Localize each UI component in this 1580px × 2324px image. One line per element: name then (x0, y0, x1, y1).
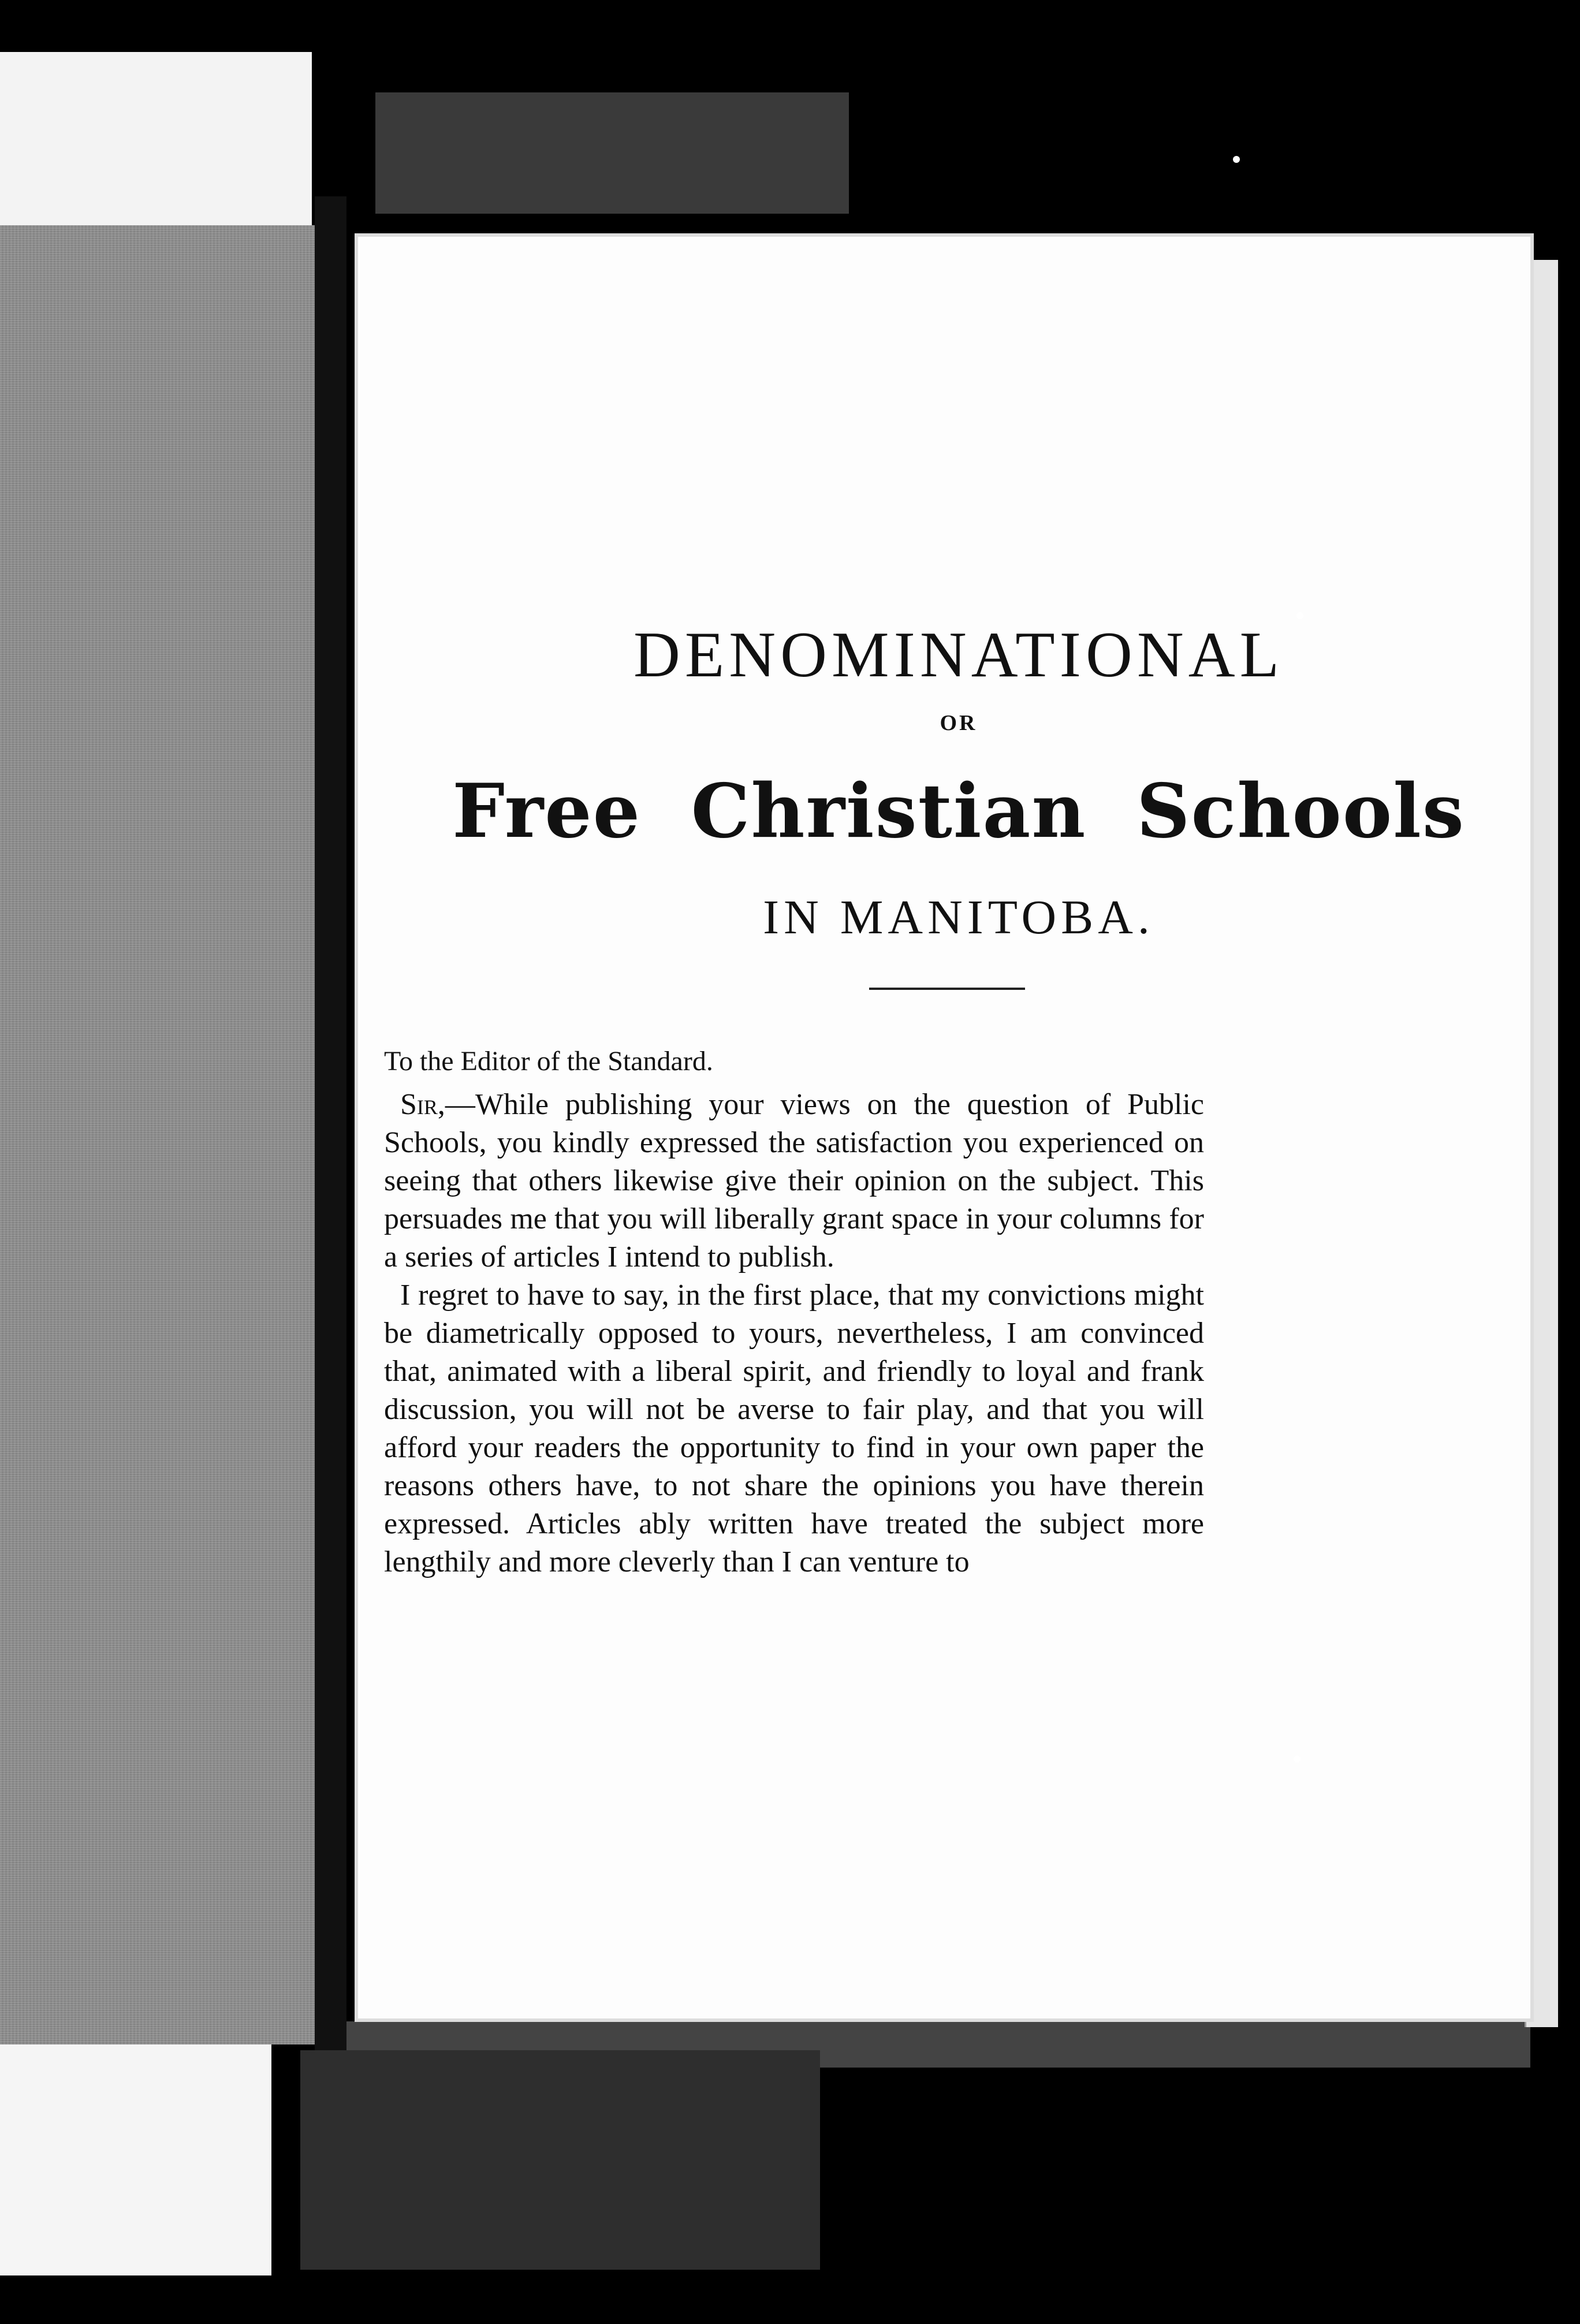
title-in-manitoba: IN MANITOBA. (763, 891, 1154, 944)
cover-top-paper (0, 52, 312, 231)
cover-bottom-paper (0, 2044, 271, 2275)
letter-paragraph-2: I regret to have to say, in the first place, that my convictions might be diametrically opposed to yours, nevertheless, I am convinced that, animated with a liberal spirit, and friendly to loyal and frank discussion, you will not be averse to fair play, and that you will afford your readers the opportunity to find in your own paper the reasons others have, to not share the opinions you have therein expressed. Articles ably written have treated the subject more lengthily and more cleverly than I can venture to (384, 1279, 1204, 1578)
cover-marbled-board (0, 225, 315, 2044)
dust-speck (1294, 1756, 1300, 1763)
dust-speck (1296, 612, 1303, 619)
title-free-christian-schools: Free Christian Schools (452, 768, 1465, 855)
dust-speck (1233, 156, 1240, 163)
spine-gutter (315, 196, 346, 2102)
title-page (358, 237, 1530, 2018)
title-divider-rule (869, 988, 1025, 990)
title-or: OR (940, 711, 978, 735)
letter-salutation: To the Editor of the Standard. (384, 1046, 713, 1077)
title-denominational: DENOMINATIONAL (633, 619, 1284, 691)
bottom-binding-band (300, 2050, 820, 2270)
sir-prefix: Sir (400, 1088, 438, 1121)
top-binding-band (375, 92, 849, 214)
letter-paragraph-1 (384, 1086, 1204, 1276)
left-cover-board (0, 0, 323, 2324)
letter-body (384, 1086, 1204, 1581)
paragraph-1-text: ,—While publishing your views on the question of Public Schools, you kindly expressed the satisfaction you experienced on seeing that others likewise give their opinion on the subject. This persuades me that you will liberally grant space in your columns for a series of articles I intend to publish. (384, 1088, 1204, 1273)
